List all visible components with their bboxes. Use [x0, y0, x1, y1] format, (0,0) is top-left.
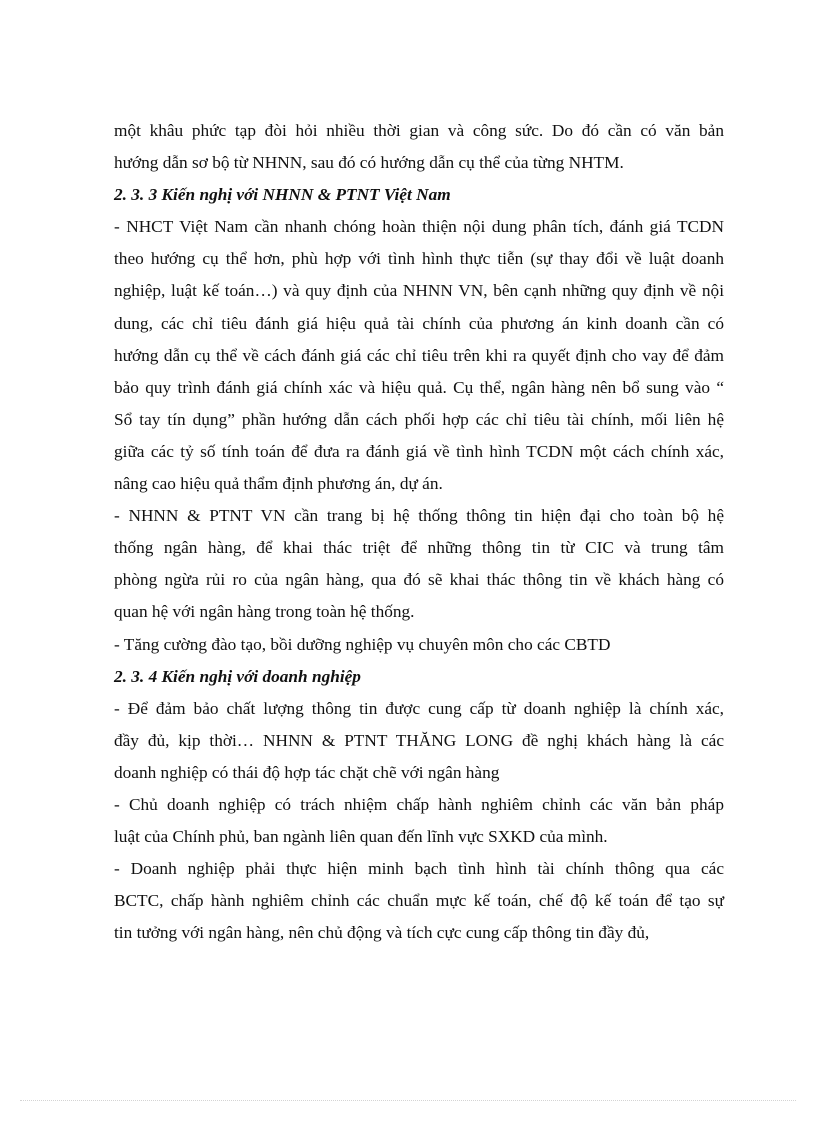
text-line: phòng ngừa rủi ro của ngân hàng, qua đó sẽ khai thác thông tin về khách hàng có — [114, 570, 724, 590]
paragraph — [114, 853, 724, 949]
paragraph — [114, 211, 724, 500]
text-line: - Để đảm bảo chất lượng thông tin được cung cấp từ doanh nghiệp là chính xác, — [114, 698, 724, 718]
paragraph — [114, 789, 724, 853]
text-line: quan hệ với ngân hàng trong toàn hệ thống. — [114, 602, 415, 622]
text-line: đầy đủ, kịp thời… NHNN & PTNT THĂNG LONG đề nghị khách hàng là các — [114, 730, 724, 750]
paragraph — [114, 115, 724, 179]
text-line: hướng dẫn cụ thể về cách đánh giá các chỉ tiêu trên khi ra quyết định cho vay để đảm — [114, 345, 724, 365]
text-line: tin tưởng với ngân hàng, nên chủ động và tích cực cung cấp thông tin đầy đủ, — [114, 923, 650, 943]
text-line: nâng cao hiệu quả thẩm định phương án, dự án. — [114, 474, 443, 494]
text-line: - Chủ doanh nghiệp có trách nhiệm chấp hành nghiêm chỉnh các văn bản pháp — [114, 794, 724, 814]
page-bottom-divider — [20, 1100, 796, 1101]
paragraph — [114, 500, 724, 628]
text-line: - Doanh nghiệp phải thực hiện minh bạch tình hình tài chính thông qua các — [114, 859, 724, 879]
text-line: dung, các chỉ tiêu đánh giá hiệu quả tài chính của phương án kinh doanh cần có — [114, 313, 724, 333]
text-line: bảo quy trình đánh giá chính xác và hiệu quả. Cụ thể, ngân hàng nên bổ sung vào “ — [114, 377, 724, 397]
text-line: Sổ tay tín dụng” phần hướng dẫn cách phối hợp các chỉ tiêu tài chính, mối liên hệ — [114, 409, 724, 429]
paragraph — [114, 629, 724, 661]
text-line: thống ngân hàng, để khai thác triệt để những thông tin từ CIC và trung tâm — [114, 538, 724, 558]
paragraph — [114, 693, 724, 789]
text-line: - Tăng cường đào tạo, bồi dưỡng nghiệp vụ chuyên môn cho các CBTD — [114, 634, 611, 654]
text-line: một khâu phức tạp đòi hỏi nhiều thời gian và công sức. Do đó cần có văn bản — [114, 121, 724, 140]
document-body — [114, 115, 724, 949]
text-line: luật của Chính phủ, ban ngành liên quan đến lĩnh vực SXKD của mình. — [114, 827, 608, 847]
text-line: hướng dẫn sơ bộ từ NHNN, sau đó có hướng dẫn cụ thể của từng NHTM. — [114, 153, 624, 173]
text-line: BCTC, chấp hành nghiêm chỉnh các chuẩn mực kế toán, chế độ kế toán để tạo sự — [114, 891, 724, 911]
text-line: - NHNN & PTNT VN cần trang bị hệ thống thông tin hiện đại cho toàn bộ hệ — [114, 506, 724, 526]
text-line: giữa các tỷ số tính toán để đưa ra đánh giá về tình hình TCDN một cách chính xác, — [114, 441, 724, 461]
text-line: doanh nghiệp có thái độ hợp tác chặt chẽ với ngân hàng — [114, 762, 500, 782]
text-line: theo hướng cụ thể hơn, phù hợp với tình hình thực tiễn (sự thay đổi về luật doanh — [114, 249, 724, 269]
section-heading: 2. 3. 3 Kiến nghị với NHNN & PTNT Việt Nam — [114, 185, 451, 205]
section-heading: 2. 3. 4 Kiến nghị với doanh nghiệp — [114, 666, 361, 686]
text-line: nghiệp, luật kế toán…) và quy định của NHNN VN, bên cạnh những quy định về nội — [114, 281, 724, 301]
text-line: - NHCT Việt Nam cần nhanh chóng hoàn thiện nội dung phân tích, đánh giá TCDN — [114, 217, 724, 237]
